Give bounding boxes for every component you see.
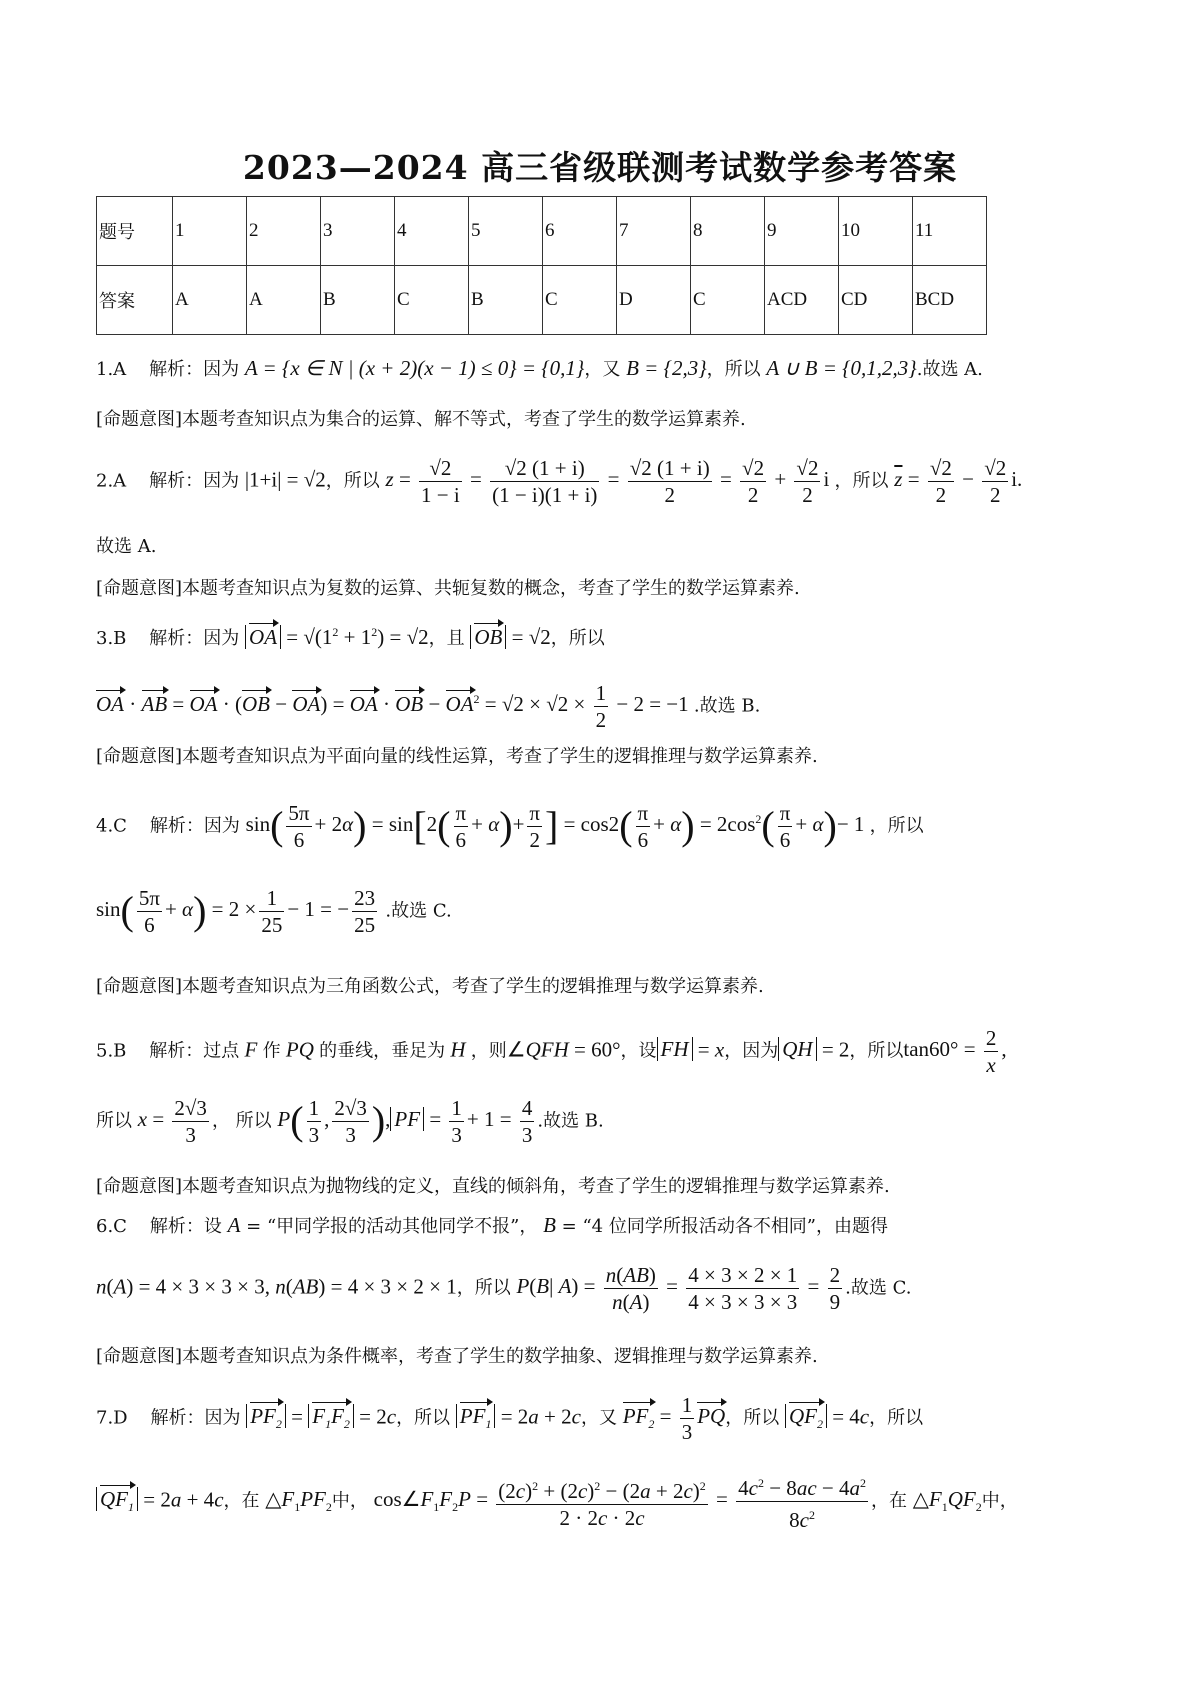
q7-tri1: $\triangle F_1PF_2$ bbox=[265, 1487, 332, 1515]
q2-expr: |1+i| = √2 bbox=[244, 467, 326, 492]
q5-p: P( $\frac{1}{3}$ , $\frac{2√3}{3}$ ), PF = $\frac{1}{3}$ + 1 = $\frac{4}{3}$ bbox=[277, 1096, 533, 1147]
q5-l2a: 所以 bbox=[96, 1110, 132, 1132]
q2-intent: [命题意图]本题考查知识点为复数的运算、共轭复数的概念，考查了学生的数学运算素养. bbox=[96, 578, 800, 599]
q6-b: B bbox=[543, 1213, 556, 1237]
q5-qh: QH = 2 bbox=[778, 1037, 849, 1061]
q7-cos: $\cos\angle F_1F_2P$ = $\frac{(2c)^2 + (2c)^2 - (2a + 2c)^2}{2 \cdot 2c \cdot 2c}$ = $\frac{4c^2 - 8ac - 4a^2}{8c^2}$ bbox=[374, 1487, 871, 1511]
table-cell: D bbox=[617, 266, 691, 335]
q5-point-f: F bbox=[239, 1037, 263, 1062]
page-title: 2023—2024 高三省级联测考试数学参考答案 bbox=[242, 148, 958, 187]
q6-a-def: “甲同学报的活动其他同学不报”， bbox=[266, 1216, 538, 1237]
table-cell: 6 bbox=[543, 197, 617, 266]
q2-mid: ，所以 bbox=[325, 470, 380, 492]
q5-fh: FH = x bbox=[657, 1037, 725, 1061]
q7-e2: $PF_1 = 2a + 2c$ bbox=[456, 1404, 581, 1428]
q7-e4: $QF_2 = 4c$ bbox=[785, 1404, 869, 1428]
q5-h: H bbox=[445, 1037, 471, 1062]
q5-solution bbox=[96, 1025, 1007, 1078]
q1-end: .故选 A. bbox=[916, 359, 983, 380]
q5-t4: ，则 bbox=[470, 1040, 507, 1062]
table-row-answers bbox=[97, 266, 987, 335]
table-cell: C bbox=[543, 266, 617, 335]
q1-label: 1.A bbox=[96, 359, 127, 380]
q2-text: 解析：因为 bbox=[149, 470, 240, 492]
q1-solution bbox=[96, 355, 983, 381]
q6-a: A bbox=[227, 1213, 241, 1237]
q5-tan: tan60° = $\frac{2}{x}$ , bbox=[903, 1026, 1007, 1077]
table-cell: 11 bbox=[913, 197, 987, 266]
table-cell: C bbox=[395, 266, 469, 335]
q6-b-def: “4 位同学所报活动各不相同”，由题得 bbox=[582, 1216, 889, 1237]
table-cell: BCD bbox=[913, 266, 987, 335]
q3-label: 3.B bbox=[96, 628, 127, 649]
q5-l2b: ， 所以 bbox=[211, 1110, 272, 1132]
q5-intent: [命题意图]本题考查知识点为抛物线的定义，直线的倾斜角，考查了学生的逻辑推理与数学运算素养. bbox=[96, 1176, 890, 1197]
q5-calc bbox=[96, 1095, 604, 1148]
q3-text: 解析：因为 bbox=[149, 628, 240, 649]
table-cell: 1 bbox=[173, 197, 247, 266]
q7-label: 7.D bbox=[96, 1407, 128, 1429]
table-cell: B bbox=[469, 266, 543, 335]
answer-table bbox=[96, 196, 987, 335]
q7-calc bbox=[96, 1470, 1018, 1533]
q3-calc bbox=[96, 680, 760, 733]
q6-text: 解析：设 bbox=[149, 1216, 222, 1237]
q2-conj: $\overline{z}$ = $\frac{√2}{2}$ − $\frac{√2}{2}$ i. bbox=[894, 456, 1023, 507]
q3-intent: [命题意图]本题考查知识点为平面向量的线性运算，考查了学生的逻辑推理与数学运算素养. bbox=[96, 746, 818, 767]
q1-expr3: A ∪ B = {0,1,2,3} bbox=[766, 356, 917, 380]
q6-label: 6.C bbox=[96, 1216, 127, 1237]
q7-in1: ，在 bbox=[223, 1490, 260, 1512]
table-header-label: 题号 bbox=[97, 197, 173, 266]
q5-t7: ，所以 bbox=[849, 1040, 904, 1062]
q7-tri2: $\triangle F_1QF_2$ bbox=[912, 1487, 982, 1515]
q4-formula: sin( $\frac{5\pi}{6}$ + 2α) = sin[2( $\frac{\pi}{6}$ + α)+ $\frac{\pi}{2}$ ] = cos2( $\frac{\pi}{6}$ + $\alpha) = 2\cos^2$( $\frac{\pi}{6}$ + α)− 1 bbox=[245, 801, 870, 852]
q5-x: x = $\frac{2√3}{3}$ bbox=[137, 1096, 207, 1147]
q4-label: 4.C bbox=[96, 815, 127, 837]
table-cell: 7 bbox=[617, 197, 691, 266]
q3-expr: OA = $√(1^2 + 1^2) = √2$ bbox=[245, 625, 429, 649]
q6-formula2: P(B| A) = $\frac{n(AB)}{n(A)}$ = $\frac{4 \times 3 \times 2 \times 1}{4 \times 3 \times 3 \times 3}$ = $\frac{2}{9}$ bbox=[516, 1263, 841, 1314]
table-row-numbers bbox=[97, 197, 987, 266]
q7-e1: $PF_2 = F_1F_2 = 2c$ bbox=[246, 1404, 396, 1428]
table-cell: 5 bbox=[469, 197, 543, 266]
q6-formula: n(A) = 4 × 3 × 3 × 3, n(AB) = 4 × 3 × 2 × 1 bbox=[96, 1274, 457, 1299]
q1-intent: [命题意图]本题考查知识点为集合的运算、解不等式，考查了学生的数学运算素养. bbox=[96, 409, 746, 430]
table-cell: C bbox=[691, 266, 765, 335]
q7-mid4: ，所以 bbox=[869, 1407, 924, 1429]
q7-e3: $PF_2$ = $\frac{1}{3}$ PQ bbox=[622, 1393, 726, 1444]
q1-mid2: ，所以 bbox=[706, 359, 761, 380]
q4-end: .故选 C. bbox=[385, 900, 452, 922]
q5-end: .故选 B. bbox=[537, 1110, 604, 1132]
q2-solution bbox=[96, 455, 1022, 508]
q6-solution: 6.C 解析：设 A = “甲同学报的活动其他同学不报”， B = “4 位同学所报活动各不相同”，由题得 bbox=[96, 1213, 889, 1237]
q4-text: 解析：因为 bbox=[149, 815, 240, 837]
table-cell: 3 bbox=[321, 197, 395, 266]
q5-t6: ，因为 bbox=[724, 1040, 779, 1062]
table-cell: ACD bbox=[765, 266, 839, 335]
q6-calc bbox=[96, 1262, 911, 1315]
q5-pq: PQ bbox=[280, 1037, 320, 1062]
q7-zhong: 中， bbox=[331, 1490, 368, 1512]
q1-expr2: B = {2,3} bbox=[626, 356, 707, 380]
table-cell: 4 bbox=[395, 197, 469, 266]
q2-end: 故选 A. bbox=[96, 536, 157, 557]
q2-label: 2.A bbox=[96, 470, 127, 492]
q7-e5: $QF_1 = 2a + 4c$ bbox=[96, 1487, 224, 1511]
q4-formula2: sin( $\frac{5\pi}{6}$ + α) = 2 × $\frac{1}{25}$ − 1 = − $\frac{23}{25}$ bbox=[96, 886, 376, 937]
q4-mid: ，所以 bbox=[869, 815, 924, 837]
q6-intent: [命题意图]本题考查知识点为条件概率，考查了学生的数学抽象、逻辑推理与数学运算素养. bbox=[96, 1346, 818, 1367]
q5-t2: 作 bbox=[262, 1040, 281, 1062]
table-cell: B bbox=[321, 266, 395, 335]
q4-solution bbox=[96, 800, 924, 853]
q3-solution bbox=[96, 624, 605, 650]
q5-text: 解析：过点 bbox=[149, 1040, 240, 1062]
table-cell: 2 bbox=[247, 197, 321, 266]
q1-expr: A = {x ∈ N | (x + 2)(x − 1) ≤ 0} = {0,1} bbox=[244, 356, 585, 380]
q7-text: 解析：因为 bbox=[150, 1407, 241, 1429]
q6-mid: ，所以 bbox=[456, 1277, 511, 1299]
q7-mid3: ，所以 bbox=[725, 1407, 780, 1429]
table-cell: A bbox=[247, 266, 321, 335]
q6-end: .故选 C. bbox=[845, 1277, 912, 1299]
q5-angle: ∠QFH = 60° bbox=[506, 1037, 621, 1062]
table-cell: A bbox=[173, 266, 247, 335]
q3-expr2: OB = √2 bbox=[470, 625, 550, 649]
table-answer-label: 答案 bbox=[97, 266, 173, 335]
table-cell: 10 bbox=[839, 197, 913, 266]
q7-solution bbox=[96, 1392, 923, 1445]
q7-in2: ，在 bbox=[870, 1490, 907, 1512]
table-cell: 9 bbox=[765, 197, 839, 266]
q1-text: 解析：因为 bbox=[149, 359, 240, 380]
q7-mid2: ，又 bbox=[580, 1407, 617, 1429]
q3-mid2: ，所以 bbox=[550, 628, 605, 649]
table-cell: 8 bbox=[691, 197, 765, 266]
q7-mid: ，所以 bbox=[396, 1407, 451, 1429]
q1-mid: ，又 bbox=[584, 359, 621, 380]
q5-t5: ，设 bbox=[620, 1040, 657, 1062]
q3-formula: OA · AB = OA · (OB − OA) = OA · OB − $OA^2 = √2 \times √2$ × $\frac{1}{2}$ − 2 = −1 bbox=[96, 681, 694, 732]
q4-intent: [命题意图]本题考查知识点为三角函数公式，考查了学生的逻辑推理与数学运算素养. bbox=[96, 976, 764, 997]
q2-formula: z = $\frac{√2}{1 - i}$ = $\frac{√2 (1 + i)}{(1 - i)(1 + i)}$ = $\frac{√2 (1 + i)}{2}$ = $\frac{√2}{2}$ + $\frac{√2}{2}$ i bbox=[385, 456, 835, 507]
q3-mid: ，且 bbox=[428, 628, 465, 649]
q5-t3: 的垂线，垂足为 bbox=[319, 1040, 446, 1062]
table-cell: CD bbox=[839, 266, 913, 335]
q4-calc bbox=[96, 885, 452, 938]
q7-zhong2: 中， bbox=[981, 1490, 1018, 1512]
q2-mid2: ，所以 bbox=[834, 470, 889, 492]
q3-end: .故选 B. bbox=[693, 695, 761, 717]
q5-label: 5.B bbox=[96, 1040, 127, 1062]
